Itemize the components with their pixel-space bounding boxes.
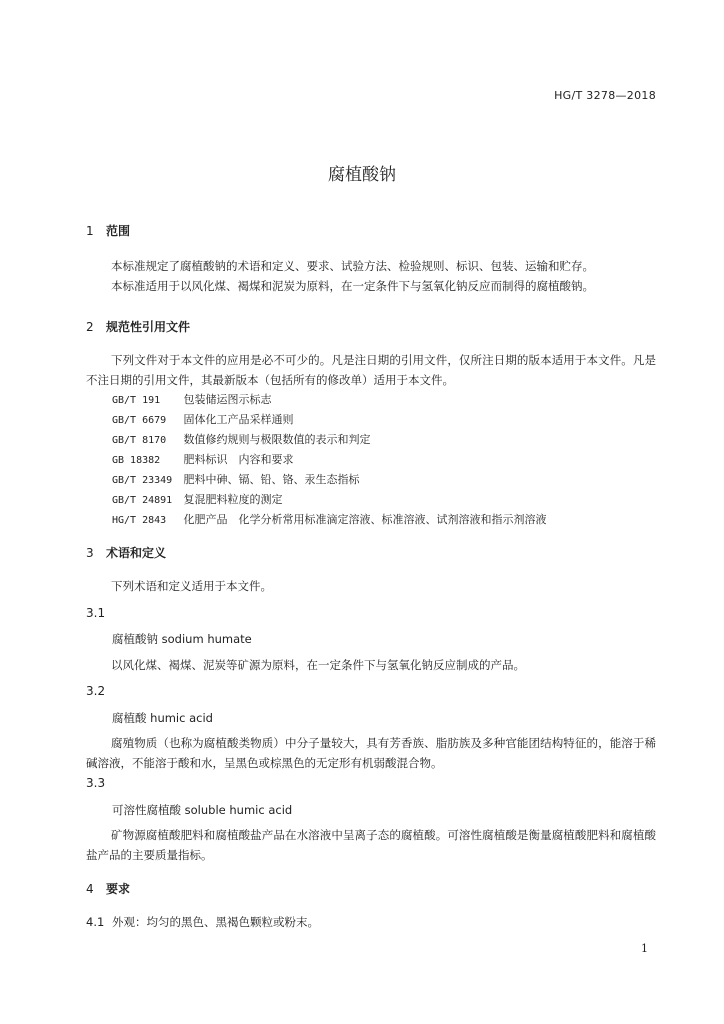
reference-title: 复混肥料粒度的测定 [183,493,283,506]
term-name: 腐植酸 humic acid [112,711,213,725]
term-definition: 以风化煤、褐煤、泥炭等矿源为原料，在一定条件下与氢氧化钠反应制成的产品。 [111,658,525,672]
reference-item [112,411,294,427]
requirement-item [86,914,319,930]
standard-code: HG/T 3278—2018 [554,89,656,102]
section-1-paragraph-1: 本标准规定了腐植酸钠的术语和定义、要求、试验方法、检验规则、标识、包装、运输和贮存。 [111,259,594,273]
term-definition: 矿物源腐植酸肥料和腐植酸盐产品在水溶液中呈离子态的腐植酸。可溶性腐植酸是衡量腐植酸肥料和腐植酸盐产品的主要质量指标。 [86,828,656,862]
section-4-heading [86,880,130,897]
section-1-heading [86,222,130,239]
reference-item [112,511,547,527]
reference-code: GB/T 8170 [112,435,167,446]
document-title: 腐植酸钠 [328,165,396,185]
reference-item [112,451,294,467]
term-name: 腐植酸钠 sodium humate [112,632,252,646]
section-number: 1 [86,224,94,238]
term-name: 可溶性腐植酸 soluble humic acid [112,803,293,817]
reference-title: 化肥产品 化学分析常用标准滴定溶液、标准溶液、试剂溶液和指示剂溶液 [183,513,547,526]
term-number: 3.2 [86,684,106,698]
reference-code: GB/T 191 [112,395,161,406]
section-title: 要求 [106,882,131,896]
section-title: 范围 [106,224,131,238]
section-2-intro: 下列文件对于本文件的应用是必不可少的。凡是注日期的引用文件，仅所注日期的版本适用于本文件。凡是不注日期的引用文件，其最新版本（包括所有的修改单）适用于本文件。 [86,353,656,387]
requirement-text: 外观：均匀的黑色、黑褐色颗粒或粉末。 [112,915,319,929]
section-number: 4 [86,882,94,896]
reference-item [112,431,371,447]
section-title: 规范性引用文件 [106,320,191,334]
reference-code: GB/T 6679 [112,415,167,426]
page-number: 1 [641,942,648,955]
term-number: 3.1 [86,606,106,620]
section-3-intro: 下列术语和定义适用于本文件。 [111,579,272,593]
section-title: 术语和定义 [106,546,167,560]
section-number: 3 [86,546,94,560]
reference-title: 肥料标识 内容和要求 [183,453,294,466]
section-number: 2 [86,320,94,334]
section-3-heading [86,544,166,561]
requirement-number: 4.1 [86,915,105,929]
reference-title: 包装储运图示标志 [183,393,272,406]
reference-item [112,491,283,507]
reference-code: GB/T 24891 [112,495,173,506]
reference-code: GB/T 23349 [112,475,173,486]
section-2-heading [86,318,190,335]
reference-item [112,471,360,487]
reference-code: HG/T 2843 [112,515,167,526]
section-1-paragraph-2: 本标准适用于以风化煤、褐煤和泥炭为原料，在一定条件下与氢氧化钠反应而制得的腐植酸钠。 [111,279,594,293]
reference-title: 固体化工产品采样通则 [183,413,294,426]
reference-item [112,391,272,407]
term-number: 3.3 [86,776,106,790]
reference-title: 肥料中砷、镉、铅、铬、汞生态指标 [183,473,360,486]
reference-title: 数值修约规则与极限数值的表示和判定 [183,433,371,446]
reference-code: GB 18382 [112,455,161,466]
term-definition: 腐殖物质（也称为腐植酸类物质）中分子量较大，具有芳香族、脂肪族及多种官能团结构特征的，能溶于稀碱溶液，不能溶于酸和水，呈黑色或棕黑色的无定形有机弱酸混合物。 [86,736,656,770]
